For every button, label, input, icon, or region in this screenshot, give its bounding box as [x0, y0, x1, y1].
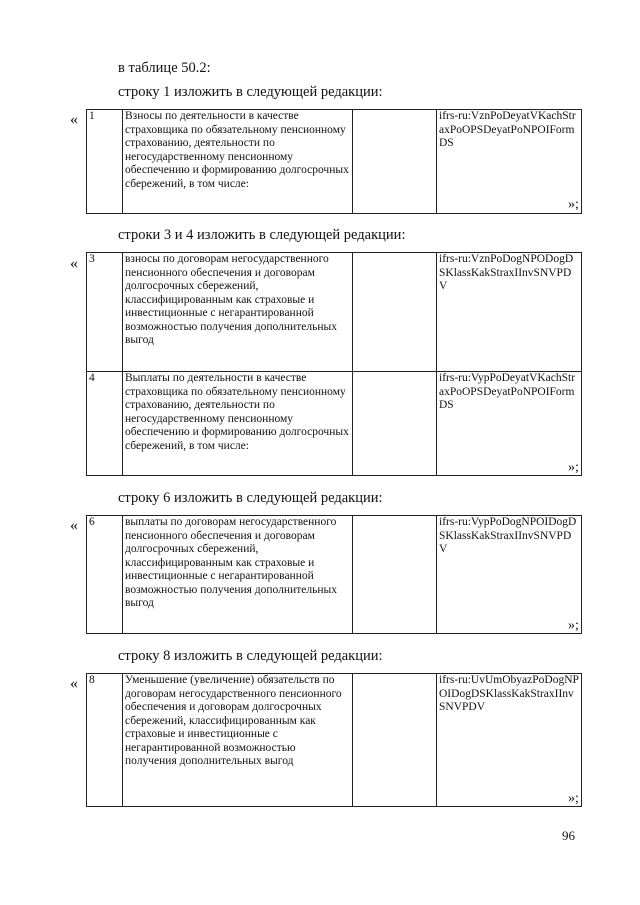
row-code: ifrs-ru:VznPoDogNPODogDSKlassKakStraxIInvSNVPDV [437, 253, 582, 372]
empty-cell [353, 516, 437, 634]
row-description: выплаты по договорам негосударственного пенсионного обеспечения и договорам долгосрочных сбережений, классифицированным как страховые и инвестиционные с негарантированной возможностью получения дополнительных выгод [123, 516, 353, 634]
row-code: ifrs-ru:VypPoDogNPOIDogDSKlassKakStraxIInvSNVPDV [437, 516, 582, 634]
opening-quote: « [70, 675, 78, 692]
row-code: ifrs-ru:VypPoDeyatVKachStraxPoOPSDeyatPoNPOIFormDS [437, 372, 582, 476]
page-number: 96 [562, 828, 575, 843]
row-code: ifrs-ru:UvUmObyazPoDogNPOIDogDSKlassKakStraxIInvSNVPDV [437, 674, 582, 807]
row-description: Взносы по деятельности в качестве страховщика по обязательному пенсионному страхованию, деятельности по негосударственному пенсионному обеспечению и формированию долгосрочных сбережений, в том числе: [123, 110, 353, 214]
table-row [87, 516, 582, 634]
opening-quote: « [70, 517, 78, 534]
row-number: 4 [87, 372, 123, 476]
row-number: 6 [87, 516, 123, 634]
table-row [87, 372, 582, 476]
closing-quote: »; [568, 791, 579, 806]
amendment-table-row1 [86, 109, 582, 214]
table-row [87, 674, 582, 807]
row-number: 1 [87, 110, 123, 214]
row-description: взносы по договорам негосударственного пенсионного обеспечения и договорам долгосрочных сбережений, классифицированным как страховые и инвестиционные с негарантированной возможностью получения дополнительных выгод [123, 253, 353, 372]
row-description: Выплаты по деятельности в качестве страховщика по обязательному пенсионному страхованию, деятельности по негосударственному пенсионному обеспечению и формированию долгосрочных сбережений, в том числе: [123, 372, 353, 476]
section-heading-row8: строку 8 изложить в следующей редакции: [118, 648, 383, 664]
section-heading-row1: строку 1 изложить в следующей редакции: [118, 84, 383, 100]
section-heading-rows3-4: строки 3 и 4 изложить в следующей редакции: [118, 227, 406, 243]
opening-quote: « [70, 255, 78, 272]
amendment-table-row8 [86, 673, 582, 807]
table-row [87, 110, 582, 214]
empty-cell [353, 253, 437, 372]
row-code: ifrs-ru:VznPoDeyatVKachStraxPoOPSDeyatPoNPOIFormDS [437, 110, 582, 214]
row-number: 8 [87, 674, 123, 807]
closing-quote: »; [568, 618, 579, 633]
empty-cell [353, 372, 437, 476]
closing-quote: »; [568, 197, 579, 212]
empty-cell [353, 110, 437, 214]
row-description: Уменьшение (увеличение) обязательств по договорам негосударственного пенсионного обеспечения и договорам долгосрочных сбережений, классифицированным как страховые и инвестиционные с негарантированной возможностью получения дополнительных выгод [123, 674, 353, 807]
amendment-table-rows3-4 [86, 252, 582, 476]
section-heading-row6: строку 6 изложить в следующей редакции: [118, 490, 383, 506]
amendment-table-row6 [86, 515, 582, 634]
row-number: 3 [87, 253, 123, 372]
opening-quote: « [70, 111, 78, 128]
closing-quote: »; [568, 460, 579, 475]
intro-text: в таблице 50.2: [118, 60, 211, 76]
empty-cell [353, 674, 437, 807]
table-row [87, 253, 582, 372]
